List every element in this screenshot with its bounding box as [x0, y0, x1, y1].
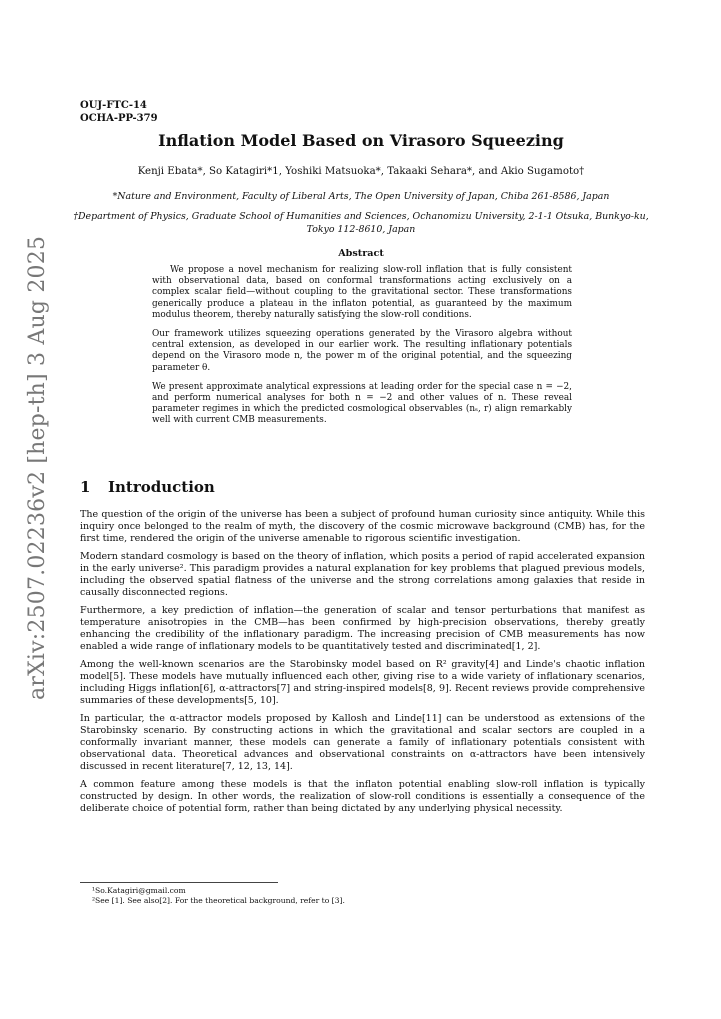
footnote-email[interactable]: ¹So.Katagiri@gmail.com: [92, 886, 186, 895]
report-numbers: [80, 99, 158, 125]
arxiv-stamp[interactable]: arXiv:2507.02236v2 [hep-th] 3 Aug 2025: [25, 235, 50, 700]
paper-title: Inflation Model Based on Virasoro Squeezing: [158, 131, 564, 150]
report-number: OUJ-FTC-14: [80, 100, 147, 111]
abstract-paragraph: Our framework utilizes squeezing operations generated by the Virasoro algebra without central extension, as developed in our earlier work. The resulting inflationary potentials depend on the Virasoro mode n, the power m of the original potential, and the squeezing parameter θ.: [152, 329, 572, 373]
introduction-body: [80, 509, 645, 821]
body-paragraph: Among the well-known scenarios are the Starobinsky model based on R² gravity[4] and Linde's chaotic inflation model[5]. These models have mutually influenced each other, giving rise to a wide variety of inflationary scenarios, including Higgs inflation[6], α-attractors[7] and string-inspired models[8, 9]. Recent reviews provide comprehensive summaries of these developments[5, 10].: [80, 659, 645, 706]
affiliation-ochanomizu: †Department of Physics, Graduate School of Humanities and Sciences, Ochanomizu University, 2-1-1 Otsuka, Bunkyo-ku, Tokyo 112-8610, Japan: [73, 211, 649, 235]
footnotes: [92, 886, 345, 906]
body-paragraph: Furthermore, a key prediction of inflation—the generation of scalar and tensor perturbations that manifest as temperature anisotropies in the CMB—has been confirmed by high-precision observations, thereby greatly enhancing the credibility of the inflationary paradigm. The increasing precision of CMB measurements has now enabled a wide range of inflationary models to be quantitatively tested and discriminated[1, 2].: [80, 605, 645, 652]
section-title: Introduction: [108, 478, 215, 496]
report-number: OCHA-PP-379: [80, 113, 158, 124]
author-list: Kenji Ebata*, So Katagiri*1, Yoshiki Matsuoka*, Takaaki Sehara*, and Akio Sugamoto†: [137, 166, 585, 177]
footnote-rule: [80, 882, 278, 883]
section-number: 1: [80, 478, 91, 496]
footnote-references: ²See [1]. See also[2]. For the theoretical background, refer to [3].: [92, 896, 345, 905]
body-paragraph: A common feature among these models is that the inflaton potential enabling slow-roll inflation is typically constructed by design. In other words, the realization of slow-roll conditions is essentially a consequence of the deliberate choice of potential form, rather than being dictated by any underlying physical necessity.: [80, 779, 645, 814]
body-paragraph: In particular, the α-attractor models proposed by Kallosh and Linde[11] can be understood as extensions of the Starobinsky scenario. By constructing actions in which the gravitational and scalar sectors are coupled in a conformally invariant manner, these models can generate a family of inflationary potentials consistent with observational data. Theoretical advances and observational constraints on α-attractors have been intensively discussed in recent literature[7, 12, 13, 14].: [80, 713, 645, 772]
affiliation-open-university: *Nature and Environment, Faculty of Liberal Arts, The Open University of Japan, Chiba 261-8586, Japan: [112, 191, 610, 202]
abstract: [152, 265, 572, 435]
body-paragraph: The question of the origin of the universe has been a subject of profound human curiosity since antiquity. While this inquiry once belonged to the realm of myth, the discovery of the cosmic microwave background (CMB) has, for the first time, rendered the origin of the universe amenable to rigorous scientific investigation.: [80, 509, 645, 544]
abstract-paragraph: We present approximate analytical expressions at leading order for the special case n = −2, and perform numerical analyses for both n = −2 and other values of n. These reveal parameter regimes in which the predicted cosmological observables (nₛ, r) align remarkably well with current CMB measurements.: [152, 381, 572, 426]
body-paragraph: Modern standard cosmology is based on the theory of inflation, which posits a period of rapid accelerated expansion in the early universe². This paradigm provides a natural explanation for key problems that plagued previous models, including the observed spatial flatness of the universe and the strong correlations among galaxies that reside in causally disconnected regions.: [80, 551, 645, 598]
abstract-paragraph: We propose a novel mechanism for realizing slow-roll inflation that is fully consistent with observational data, based on conformal transformations acting exclusively on a complex scalar field—without coupling to the gravitational sector. These transformations generically produce a plateau in the inflaton potential, as guaranteed by the maximum modulus theorem, thereby naturally satisfying the slow-roll conditions.: [152, 265, 572, 320]
abstract-heading: Abstract: [338, 248, 384, 259]
section-heading: [80, 478, 215, 496]
